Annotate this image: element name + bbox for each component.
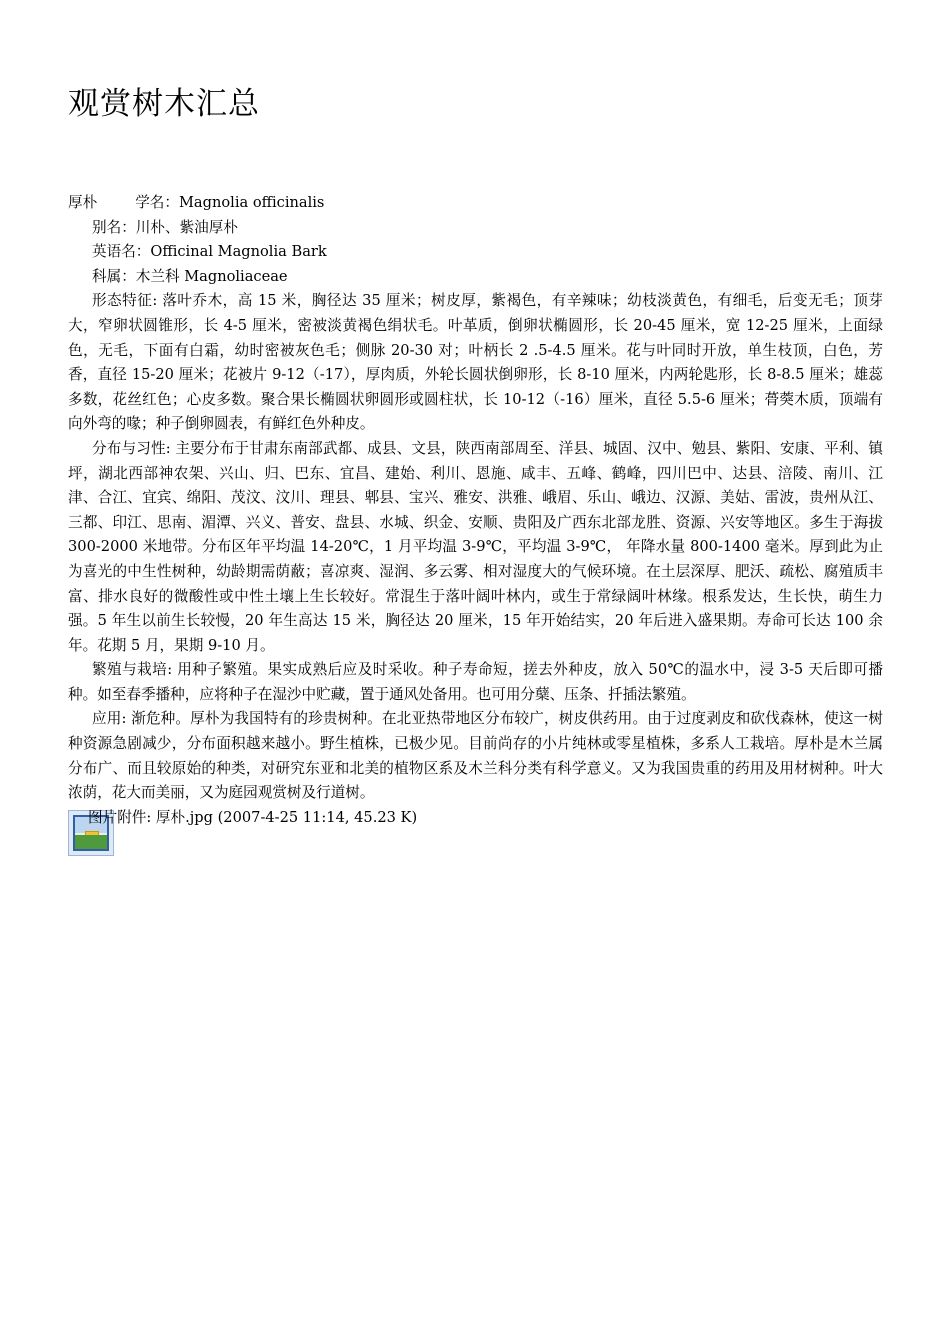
morphology-paragraph: 形态特征: 落叶乔木，高 15 米，胸径达 35 厘米；树皮厚，紫褐色，有辛辣味；幼枝淡黄色，有细毛，后变无毛；顶芽大，窄卵状圆锥形，长 4-5 厘米，密被淡黄褐色绢状毛。叶革质，倒卵状椭圆形，长 20-45 厘米，宽 12-25 厘米，上面绿色，无毛，下面有白霜，幼时密被灰色毛；侧脉 20-30 对；叶柄长 2 .5-4.5 厘米。花与叶同时开放，单生枝顶，白色，芳香，直径 15-20 厘米；花被片 9-12（-17），厚肉质，外轮长圆状倒卵形，长 8-10 厘米，内两轮匙形，长 8-8.5 厘米；雄蕊多数，花丝红色；心皮多数。聚合果长椭圆状卵圆形或圆柱状，长 10-12（-16）厘米，直径 5.5-6 厘米；蓇葖木质，顶端有向外弯的喙；种子倒卵圆表，有鲜红色外种皮。 (68, 292, 883, 433)
propagation-paragraph: 繁殖与栽培: 用种子繁殖。果实成熟后应及时采收。种子寿命短，搓去外种皮，放入 50℃的温水中，浸 3-5 天后即可播种。如至春季播种，应将种子在湿沙中贮藏，置于通风处备用。也可用分蘖、压条、扦插法繁殖。 (68, 661, 883, 703)
family-line: 科属：木兰科 Magnoliaceae (92, 267, 288, 285)
english-name-line: 英语名：Officinal Magnolia Bark (92, 243, 327, 261)
attachment-line[interactable] (68, 806, 883, 832)
application-paragraph: 应用: 渐危种。厚朴为我国特有的珍贵树种。在北亚热带地区分布较广，树皮供药用。由于过度剥皮和砍伐森林，使这一树种资源急剧减少，分布面积越来越小。野生植株，已极少见。目前尚存的小片纯林或零星植株，多系人工栽培。厚朴是木兰属分布广、而且较原始的种类，对研究东亚和北美的植物区系及木兰科分类有科学意义。又为我国贵重的药用及用材树种。叶大浓荫，花大而美丽，又为庭园观赏树及行道树。 (68, 710, 883, 802)
scientific-name: 学名：Magnolia officinalis (135, 194, 325, 211)
plant-name: 厚朴 (68, 194, 98, 211)
plant-entry (68, 191, 883, 832)
page-title: 观赏树木汇总 (68, 86, 260, 122)
alias-line: 别名：川朴、紫油厚朴 (92, 218, 238, 236)
distribution-paragraph: 分布与习性: 主要分布于甘肃东南部武都、成县、文县，陕西南部周至、洋县、城固、汉中、勉县、紫阳、安康、平利、镇坪，湖北西部神农架、兴山、归、巴东、宜昌、建始、利川、恩施、咸丰、五峰、鹤峰，四川巴中、达县、涪陵、南川、江津、合江、宜宾、绵阳、茂汶、汶川、理县、郫县、宝兴、雅安、洪雅、峨眉、乐山、峨边、汉源、美姑、雷波，贵州从江、三都、印江、思南、湄潭、兴义、普安、盘县、水城、织金、安顺、贵阳及广西东北部龙胜、资源、兴安等地区。多生于海拔 300-2000 米地带。分布区年平均温 14-20℃，1 月平均温 3-9℃，平均温 3-9℃， 年降水量 800-1400 毫米。厚到此为止为喜光的中生性树种，幼龄期需荫蔽；喜凉爽、湿润、多云雾、相对湿度大的气候环境。在土层深厚、肥沃、疏松、腐殖质丰富、排水良好的微酸性或中性土壤上生长较好。常混生于落叶阔叶林内，或生于常绿阔叶林缘。根系发达，生长快，萌生力强。5 年生以前生长较慢，20 年生高达 15 米，胸径达 20 厘米，15 年开始结实，20 年后进入盛果期。寿命可长达 100 余年。花期 5 月，果期 9-10 月。 (68, 439, 883, 654)
entry-header (68, 191, 883, 216)
attachment-link[interactable]: 图片附件: 厚朴.jpg (2007-4-25 11:14, 45.23 K) (88, 808, 418, 826)
